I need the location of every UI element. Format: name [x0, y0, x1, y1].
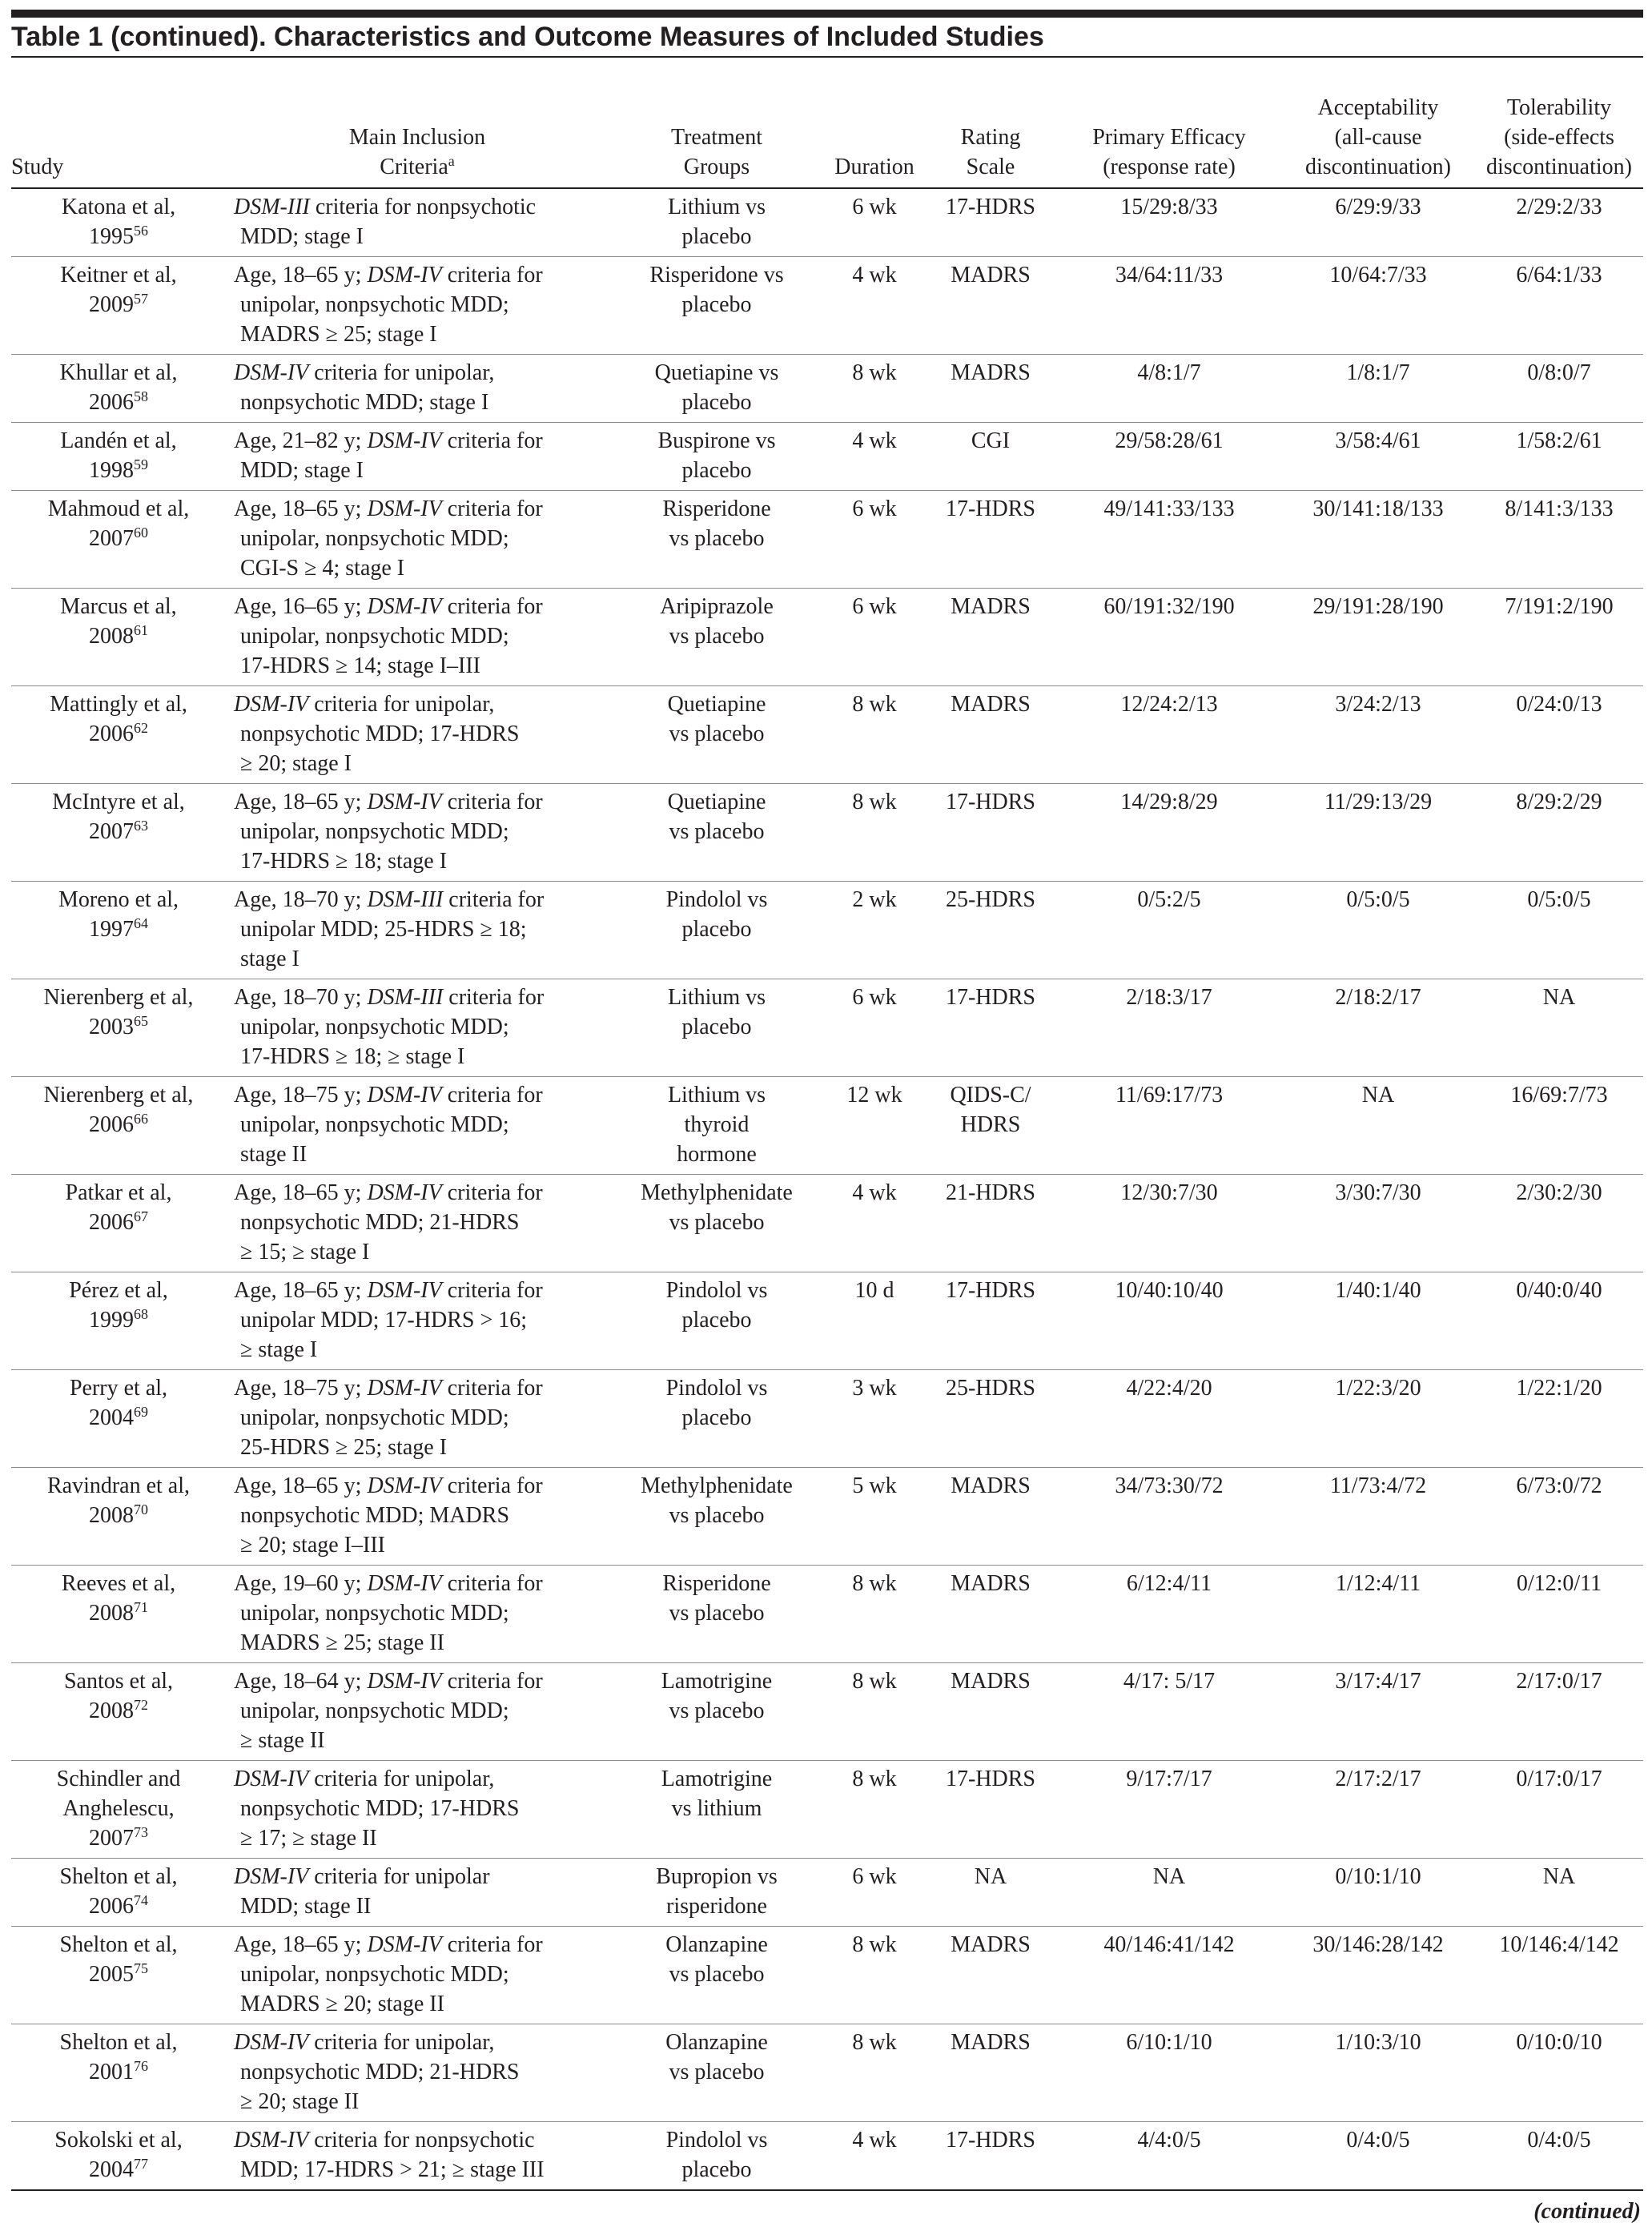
cell-acceptability: 3/30:7/30: [1281, 1175, 1475, 1272]
reference-number: 57: [134, 291, 148, 307]
cell-criteria: Age, 18–75 y; DSM-IV criteria for unipolar, nonpsychotic MDD; 25-HDRS ≥ 25; stage I: [226, 1370, 609, 1468]
cell-efficacy: NA: [1057, 1859, 1281, 1927]
cell-rating-scale: 17-HDRS: [924, 1272, 1057, 1370]
cell-rating-scale: MADRS: [924, 355, 1057, 423]
cell-tolerability: 0/40:0/40: [1475, 1272, 1643, 1370]
reference-number: 69: [134, 1404, 148, 1420]
cell-duration: 6 wk: [825, 589, 924, 686]
cell-study: Nierenberg et al, 2006$^{66}$: [11, 1077, 226, 1175]
cell-duration: 8 wk: [825, 355, 924, 423]
cell-rating-scale: 17-HDRS: [924, 1761, 1057, 1859]
reference-number: 75: [134, 1960, 148, 1976]
reference-number: 59: [134, 456, 148, 472]
cell-treatment: Methylphenidate vs placebo: [609, 1175, 825, 1272]
cell-tolerability: 6/73:0/72: [1475, 1468, 1643, 1566]
table-row: [11, 686, 1643, 784]
table-row: [11, 423, 1643, 491]
cell-treatment: Lithium vs placebo: [609, 188, 825, 257]
cell-treatment: Pindolol vs placebo: [609, 1370, 825, 1468]
cell-criteria: DSM-IV criteria for unipolar, nonpsychotic MDD; 17-HDRS ≥ 17; ≥ stage II: [226, 1761, 609, 1859]
cell-rating-scale: MADRS: [924, 686, 1057, 784]
cell-efficacy: 12/30:7/30: [1057, 1175, 1281, 1272]
cell-efficacy: 9/17:7/17: [1057, 1761, 1281, 1859]
cell-criteria: DSM-IV criteria for unipolar MDD; stage II: [226, 1859, 609, 1927]
cell-acceptability: 2/17:2/17: [1281, 1761, 1475, 1859]
cell-efficacy: 60/191:32/190: [1057, 589, 1281, 686]
reference-number: 74: [134, 1892, 148, 1908]
cell-duration: 4 wk: [825, 2122, 924, 2191]
reference-number: 73: [134, 1824, 148, 1840]
cell-duration: 6 wk: [825, 491, 924, 589]
cell-rating-scale: CGI: [924, 423, 1057, 491]
header-rating: Rating Scale: [924, 57, 1057, 188]
cell-study: Marcus et al, 2008$^{61}$: [11, 589, 226, 686]
reference-number: 62: [134, 720, 148, 736]
table-row: [11, 1663, 1643, 1761]
cell-criteria: Age, 18–65 y; DSM-IV criteria for unipolar, nonpsychotic MDD; MADRS ≥ 25; stage I: [226, 257, 609, 355]
cell-rating-scale: MADRS: [924, 589, 1057, 686]
cell-acceptability: 1/12:4/11: [1281, 1566, 1475, 1663]
cell-rating-scale: 17-HDRS: [924, 188, 1057, 257]
cell-tolerability: 16/69:7/73: [1475, 1077, 1643, 1175]
cell-rating-scale: NA: [924, 1859, 1057, 1927]
table-row: [11, 188, 1643, 257]
cell-duration: 2 wk: [825, 882, 924, 979]
table-row: [11, 882, 1643, 979]
cell-efficacy: 49/141:33/133: [1057, 491, 1281, 589]
cell-treatment: Lithium vs placebo: [609, 979, 825, 1077]
cell-efficacy: 4/4:0/5: [1057, 2122, 1281, 2191]
reference-number: 58: [134, 388, 148, 404]
table-row: [11, 491, 1643, 589]
reference-number: 61: [134, 622, 148, 638]
cell-treatment: Bupropion vs risperidone: [609, 1859, 825, 1927]
cell-criteria: Age, 18–70 y; DSM-III criteria for unipolar MDD; 25-HDRS ≥ 18; stage I: [226, 882, 609, 979]
cell-duration: 8 wk: [825, 686, 924, 784]
cell-study: Reeves et al, 2008$^{71}$: [11, 1566, 226, 1663]
cell-study: Landén et al, 1998$^{59}$: [11, 423, 226, 491]
cell-duration: 3 wk: [825, 1370, 924, 1468]
cell-criteria: Age, 18–75 y; DSM-IV criteria for unipolar, nonpsychotic MDD; stage II: [226, 1077, 609, 1175]
cell-efficacy: 40/146:41/142: [1057, 1927, 1281, 2024]
reference-number: 65: [134, 1013, 148, 1029]
table-row: [11, 1468, 1643, 1566]
cell-rating-scale: 17-HDRS: [924, 979, 1057, 1077]
cell-treatment: Quetiapine vs placebo: [609, 686, 825, 784]
table-row: [11, 1761, 1643, 1859]
cell-treatment: Olanzapine vs placebo: [609, 1927, 825, 2024]
cell-duration: 4 wk: [825, 257, 924, 355]
cell-efficacy: 4/22:4/20: [1057, 1370, 1281, 1468]
cell-study: Khullar et al, 2006$^{58}$: [11, 355, 226, 423]
cell-acceptability: 1/40:1/40: [1281, 1272, 1475, 1370]
table-title: Table 1 (continued). Characteristics and Outcome Measures of Included Studies: [11, 22, 1044, 52]
header-study: Study: [11, 57, 226, 188]
cell-treatment: Methylphenidate vs placebo: [609, 1468, 825, 1566]
cell-duration: 4 wk: [825, 423, 924, 491]
cell-study: Moreno et al, 1997$^{64}$: [11, 882, 226, 979]
table-row: [11, 1927, 1643, 2024]
table-row: [11, 257, 1643, 355]
cell-treatment: Lamotrigine vs placebo: [609, 1663, 825, 1761]
table-row: [11, 1859, 1643, 1927]
cell-efficacy: 15/29:8/33: [1057, 188, 1281, 257]
header-acceptability: Acceptability (all-cause discontinuation): [1281, 57, 1475, 188]
header-treatment: Treatment Groups: [609, 57, 825, 188]
cell-duration: 8 wk: [825, 1761, 924, 1859]
cell-acceptability: 3/24:2/13: [1281, 686, 1475, 784]
cell-duration: 5 wk: [825, 1468, 924, 1566]
header-duration: Duration: [825, 57, 924, 188]
continued-note: (continued): [1533, 2199, 1641, 2224]
cell-tolerability: NA: [1475, 1859, 1643, 1927]
cell-tolerability: 10/146:4/142: [1475, 1927, 1643, 2024]
cell-treatment: Pindolol vs placebo: [609, 882, 825, 979]
cell-criteria: Age, 18–64 y; DSM-IV criteria for unipolar, nonpsychotic MDD; ≥ stage II: [226, 1663, 609, 1761]
table-row: [11, 1370, 1643, 1468]
table-row: [11, 1566, 1643, 1663]
cell-duration: 8 wk: [825, 1566, 924, 1663]
cell-efficacy: 6/12:4/11: [1057, 1566, 1281, 1663]
cell-efficacy: 6/10:1/10: [1057, 2024, 1281, 2122]
cell-tolerability: 1/22:1/20: [1475, 1370, 1643, 1468]
cell-duration: 8 wk: [825, 784, 924, 882]
cell-criteria: Age, 18–65 y; DSM-IV criteria for unipolar, nonpsychotic MDD; CGI-S ≥ 4; stage I: [226, 491, 609, 589]
reference-number: 56: [134, 223, 148, 239]
cell-tolerability: 8/141:3/133: [1475, 491, 1643, 589]
cell-study: Nierenberg et al, 2003$^{65}$: [11, 979, 226, 1077]
cell-criteria: DSM-IV criteria for unipolar, nonpsychotic MDD; 17-HDRS ≥ 20; stage I: [226, 686, 609, 784]
reference-number: 68: [134, 1306, 148, 1322]
table-row: [11, 589, 1643, 686]
cell-duration: 6 wk: [825, 188, 924, 257]
cell-efficacy: 14/29:8/29: [1057, 784, 1281, 882]
cell-rating-scale: 17-HDRS: [924, 491, 1057, 589]
cell-tolerability: 0/24:0/13: [1475, 686, 1643, 784]
cell-criteria: DSM-IV criteria for unipolar, nonpsychotic MDD; 21-HDRS ≥ 20; stage II: [226, 2024, 609, 2122]
cell-study: Patkar et al, 2006$^{67}$: [11, 1175, 226, 1272]
table-row: [11, 1077, 1643, 1175]
cell-acceptability: 3/17:4/17: [1281, 1663, 1475, 1761]
cell-rating-scale: 25-HDRS: [924, 1370, 1057, 1468]
cell-criteria: Age, 18–65 y; DSM-IV criteria for unipolar, nonpsychotic MDD; 17-HDRS ≥ 18; stage I: [226, 784, 609, 882]
cell-study: McIntyre et al, 2007$^{63}$: [11, 784, 226, 882]
cell-duration: 12 wk: [825, 1077, 924, 1175]
table-body: [11, 188, 1643, 2190]
cell-acceptability: 0/10:1/10: [1281, 1859, 1475, 1927]
cell-rating-scale: MADRS: [924, 1663, 1057, 1761]
reference-number: 67: [134, 1208, 148, 1224]
cell-acceptability: 11/29:13/29: [1281, 784, 1475, 882]
cell-study: Schindler and Anghelescu, 2007$^{73}$: [11, 1761, 226, 1859]
cell-study: Keitner et al, 2009$^{57}$: [11, 257, 226, 355]
cell-acceptability: NA: [1281, 1077, 1475, 1175]
cell-tolerability: 7/191:2/190: [1475, 589, 1643, 686]
cell-efficacy: 34/73:30/72: [1057, 1468, 1281, 1566]
cell-criteria: Age, 18–65 y; DSM-IV criteria for nonpsychotic MDD; 21-HDRS ≥ 15; ≥ stage I: [226, 1175, 609, 1272]
cell-acceptability: 6/29:9/33: [1281, 188, 1475, 257]
cell-acceptability: 0/4:0/5: [1281, 2122, 1475, 2191]
cell-tolerability: 2/30:2/30: [1475, 1175, 1643, 1272]
table-row: [11, 1272, 1643, 1370]
cell-tolerability: 0/8:0/7: [1475, 355, 1643, 423]
cell-tolerability: 0/4:0/5: [1475, 2122, 1643, 2191]
cell-tolerability: 6/64:1/33: [1475, 257, 1643, 355]
cell-treatment: Pindolol vs placebo: [609, 1272, 825, 1370]
cell-tolerability: 2/17:0/17: [1475, 1663, 1643, 1761]
cell-duration: 8 wk: [825, 2024, 924, 2122]
cell-treatment: Risperidone vs placebo: [609, 1566, 825, 1663]
cell-acceptability: 1/8:1/7: [1281, 355, 1475, 423]
cell-rating-scale: 21-HDRS: [924, 1175, 1057, 1272]
cell-study: Mattingly et al, 2006$^{62}$: [11, 686, 226, 784]
cell-tolerability: NA: [1475, 979, 1643, 1077]
cell-study: Sokolski et al, 2004$^{77}$: [11, 2122, 226, 2191]
cell-treatment: Lamotrigine vs lithium: [609, 1761, 825, 1859]
reference-number: 70: [134, 1501, 148, 1517]
cell-study: Mahmoud et al, 2007$^{60}$: [11, 491, 226, 589]
header-tolerability: Tolerability (side-effects discontinuation): [1475, 57, 1643, 188]
cell-acceptability: 2/18:2/17: [1281, 979, 1475, 1077]
cell-rating-scale: MADRS: [924, 2024, 1057, 2122]
cell-treatment: Quetiapine vs placebo: [609, 784, 825, 882]
cell-duration: 6 wk: [825, 1859, 924, 1927]
cell-efficacy: 29/58:28/61: [1057, 423, 1281, 491]
table-row: [11, 979, 1643, 1077]
cell-tolerability: 8/29:2/29: [1475, 784, 1643, 882]
cell-duration: 6 wk: [825, 979, 924, 1077]
cell-acceptability: 1/22:3/20: [1281, 1370, 1475, 1468]
cell-study: Ravindran et al, 2008$^{70}$: [11, 1468, 226, 1566]
table-row: [11, 2024, 1643, 2122]
cell-efficacy: 2/18:3/17: [1057, 979, 1281, 1077]
reference-number: 76: [134, 2058, 148, 2074]
cell-rating-scale: MADRS: [924, 1566, 1057, 1663]
cell-study: Shelton et al, 2006$^{74}$: [11, 1859, 226, 1927]
reference-number: 66: [134, 1111, 148, 1127]
cell-criteria: Age, 21–82 y; DSM-IV criteria for MDD; stage I: [226, 423, 609, 491]
cell-treatment: Aripiprazole vs placebo: [609, 589, 825, 686]
cell-efficacy: 4/17: 5/17: [1057, 1663, 1281, 1761]
cell-acceptability: 1/10:3/10: [1281, 2024, 1475, 2122]
cell-duration: 8 wk: [825, 1927, 924, 2024]
cell-rating-scale: 17-HDRS: [924, 784, 1057, 882]
cell-study: Perry et al, 2004$^{69}$: [11, 1370, 226, 1468]
cell-acceptability: 3/58:4/61: [1281, 423, 1475, 491]
cell-treatment: Risperidone vs placebo: [609, 257, 825, 355]
cell-criteria: Age, 16–65 y; DSM-IV criteria for unipolar, nonpsychotic MDD; 17-HDRS ≥ 14; stage I–III: [226, 589, 609, 686]
cell-criteria: DSM-IV criteria for unipolar, nonpsychotic MDD; stage I: [226, 355, 609, 423]
cell-efficacy: 12/24:2/13: [1057, 686, 1281, 784]
cell-rating-scale: QIDS-C/ HDRS: [924, 1077, 1057, 1175]
cell-study: Shelton et al, 2005$^{75}$: [11, 1927, 226, 2024]
table-row: [11, 1175, 1643, 1272]
cell-study: Pérez et al, 1999$^{68}$: [11, 1272, 226, 1370]
cell-treatment: Olanzapine vs placebo: [609, 2024, 825, 2122]
cell-acceptability: 30/146:28/142: [1281, 1927, 1475, 2024]
cell-acceptability: 11/73:4/72: [1281, 1468, 1475, 1566]
cell-criteria: Age, 18–65 y; DSM-IV criteria for unipolar MDD; 17-HDRS > 16; ≥ stage I: [226, 1272, 609, 1370]
cell-study: Katona et al, 1995$^{56}$: [11, 188, 226, 257]
cell-tolerability: 0/10:0/10: [1475, 2024, 1643, 2122]
cell-tolerability: 0/17:0/17: [1475, 1761, 1643, 1859]
reference-number: 77: [134, 2156, 148, 2172]
cell-efficacy: 4/8:1/7: [1057, 355, 1281, 423]
reference-number: 72: [134, 1697, 148, 1713]
cell-criteria: DSM-IV criteria for nonpsychotic MDD; 17-HDRS > 21; ≥ stage III: [226, 2122, 609, 2191]
cell-rating-scale: MADRS: [924, 1927, 1057, 2024]
reference-number: 63: [134, 818, 148, 834]
cell-efficacy: 0/5:2/5: [1057, 882, 1281, 979]
table-row: [11, 2122, 1643, 2191]
criteria-footnote-marker: a: [448, 153, 455, 169]
cell-efficacy: 10/40:10/40: [1057, 1272, 1281, 1370]
reference-number: 64: [134, 915, 148, 931]
cell-duration: 8 wk: [825, 1663, 924, 1761]
characteristics-table: [11, 56, 1643, 2191]
cell-tolerability: 2/29:2/33: [1475, 188, 1643, 257]
cell-criteria: DSM-III criteria for nonpsychotic MDD; stage I: [226, 188, 609, 257]
top-rule: [11, 10, 1643, 18]
header-criteria: Main Inclusion Criteria$^a$: [226, 57, 609, 188]
cell-duration: 10 d: [825, 1272, 924, 1370]
header-efficacy: Primary Efficacy (response rate): [1057, 57, 1281, 188]
cell-efficacy: 11/69:17/73: [1057, 1077, 1281, 1175]
cell-acceptability: 0/5:0/5: [1281, 882, 1475, 979]
header-row: [11, 57, 1643, 188]
cell-criteria: Age, 18–65 y; DSM-IV criteria for nonpsychotic MDD; MADRS ≥ 20; stage I–III: [226, 1468, 609, 1566]
cell-duration: 4 wk: [825, 1175, 924, 1272]
cell-criteria: Age, 18–70 y; DSM-III criteria for unipolar, nonpsychotic MDD; 17-HDRS ≥ 18; ≥ stage I: [226, 979, 609, 1077]
cell-acceptability: 30/141:18/133: [1281, 491, 1475, 589]
cell-rating-scale: MADRS: [924, 1468, 1057, 1566]
cell-study: Santos et al, 2008$^{72}$: [11, 1663, 226, 1761]
cell-acceptability: 10/64:7/33: [1281, 257, 1475, 355]
cell-treatment: Lithium vs thyroid hormone: [609, 1077, 825, 1175]
cell-criteria: Age, 18–65 y; DSM-IV criteria for unipolar, nonpsychotic MDD; MADRS ≥ 20; stage II: [226, 1927, 609, 2024]
table-row: [11, 355, 1643, 423]
cell-treatment: Risperidone vs placebo: [609, 491, 825, 589]
cell-treatment: Pindolol vs placebo: [609, 2122, 825, 2191]
cell-rating-scale: 17-HDRS: [924, 2122, 1057, 2191]
cell-rating-scale: 25-HDRS: [924, 882, 1057, 979]
cell-tolerability: 0/12:0/11: [1475, 1566, 1643, 1663]
reference-number: 71: [134, 1599, 148, 1615]
cell-study: Shelton et al, 2001$^{76}$: [11, 2024, 226, 2122]
reference-number: 60: [134, 525, 148, 541]
table-row: [11, 784, 1643, 882]
cell-treatment: Buspirone vs placebo: [609, 423, 825, 491]
cell-tolerability: 0/5:0/5: [1475, 882, 1643, 979]
cell-rating-scale: MADRS: [924, 257, 1057, 355]
cell-tolerability: 1/58:2/61: [1475, 423, 1643, 491]
cell-treatment: Quetiapine vs placebo: [609, 355, 825, 423]
cell-acceptability: 29/191:28/190: [1281, 589, 1475, 686]
cell-criteria: Age, 19–60 y; DSM-IV criteria for unipolar, nonpsychotic MDD; MADRS ≥ 25; stage II: [226, 1566, 609, 1663]
cell-efficacy: 34/64:11/33: [1057, 257, 1281, 355]
